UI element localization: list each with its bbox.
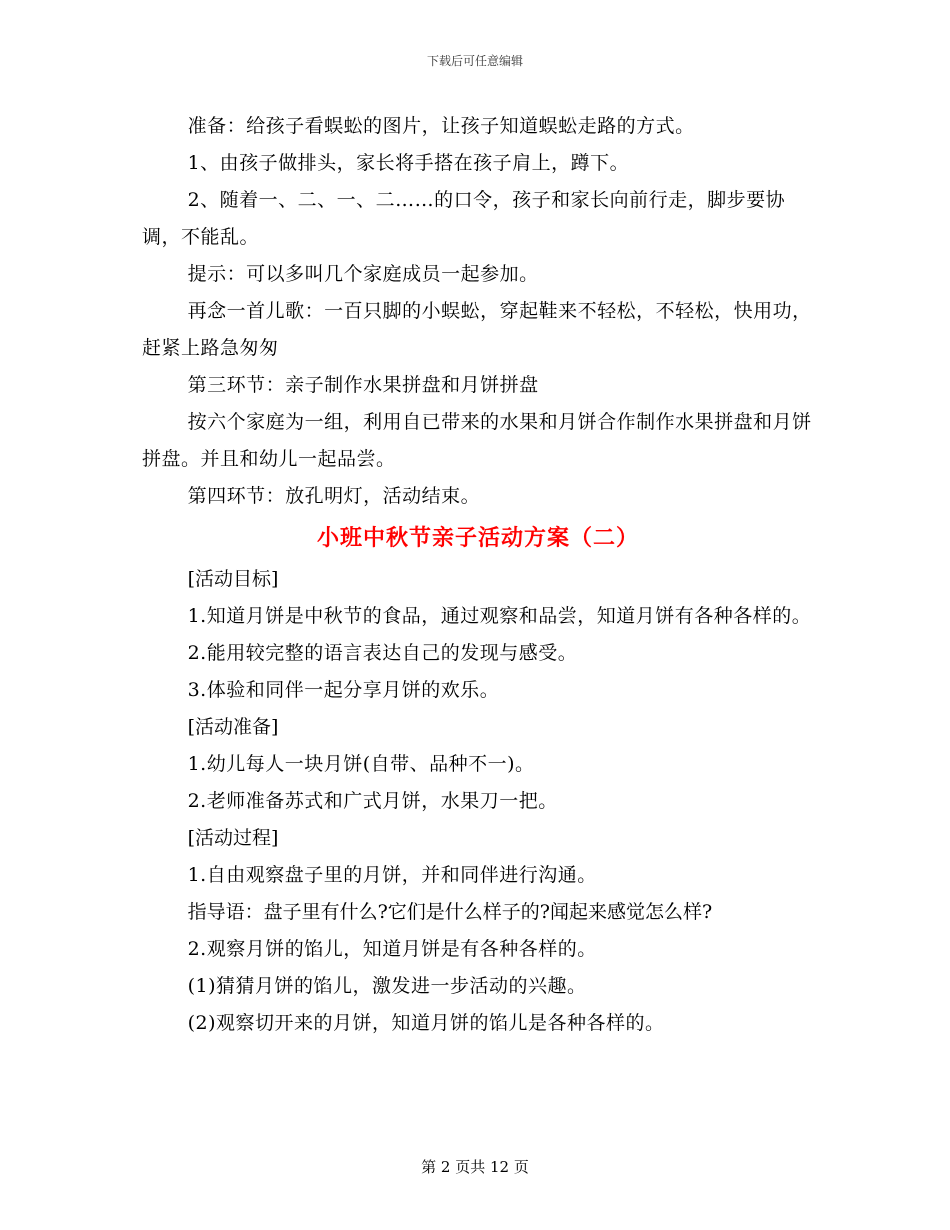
paragraph-stage-4: 第四环节：放孔明灯，活动结束。 [187,485,481,507]
process-guide: 指导语：盘子里有什么?它们是什么样子的?闻起来感觉怎么样? [187,901,713,923]
prep-1: 1.幼儿每人一块月饼(自带、品种不一)。 [187,753,535,775]
prep-2: 2.老师准备苏式和广式月饼，水果刀一把。 [187,790,558,812]
page-footer: 第 2 页共 12 页 [421,1158,529,1176]
heading-activity-prep: [活动准备] [187,716,279,738]
process-2: 2.观察月饼的馅儿，知道月饼是有各种各样的。 [187,938,597,960]
goal-3: 3.体验和同伴一起分享月饼的欢乐。 [187,679,500,701]
page-header: 下载后可任意编辑 [426,54,523,68]
heading-activity-goals: [活动目标] [187,568,279,590]
paragraph-step-2: 2、随着一、二、一、二……的口令，孩子和家长向前行走，脚步要协调，不能乱。 [142,189,786,248]
paragraph-nursery-rhyme: 再念一首儿歌：一百只脚的小蜈蚣，穿起鞋来不轻松，不轻松，快用功，赶紧上路急匆匆 [142,300,812,359]
paragraph-step-1: 1、由孩子做排头，家长将手搭在孩子肩上，蹲下。 [187,152,630,174]
document-body [142,108,814,1042]
process-2-sub-1: (1)猜猜月饼的馅儿，激发进一步活动的兴趣。 [187,975,587,997]
section-title: 小班中秋节亲子活动方案（二） [316,525,639,551]
paragraph-stage-3-detail: 按六个家庭为一组，利用自已带来的水果和月饼合作制作水果拼盘和月饼拼盘。并且和幼儿一起品尝。 [142,411,812,470]
goal-1: 1.知道月饼是中秋节的食品，通过观察和品尝，知道月饼有各种各样的。 [187,605,812,627]
heading-activity-process: [活动过程] [187,827,279,849]
paragraph-stage-3: 第三环节：亲子制作水果拼盘和月饼拼盘 [187,374,539,396]
goal-2: 2.能用较完整的语言表达自己的发现与感受。 [187,642,578,664]
process-2-sub-2: (2)观察切开来的月饼，知道月饼的馅儿是各种各样的。 [187,1012,665,1034]
process-1: 1.自由观察盘子里的月饼，并和同伴进行沟通。 [187,864,597,886]
paragraph-tip: 提示：可以多叫几个家庭成员一起参加。 [187,263,539,285]
paragraph-preparation: 准备：给孩子看蜈蚣的图片，让孩子知道蜈蚣走路的方式。 [187,115,695,137]
